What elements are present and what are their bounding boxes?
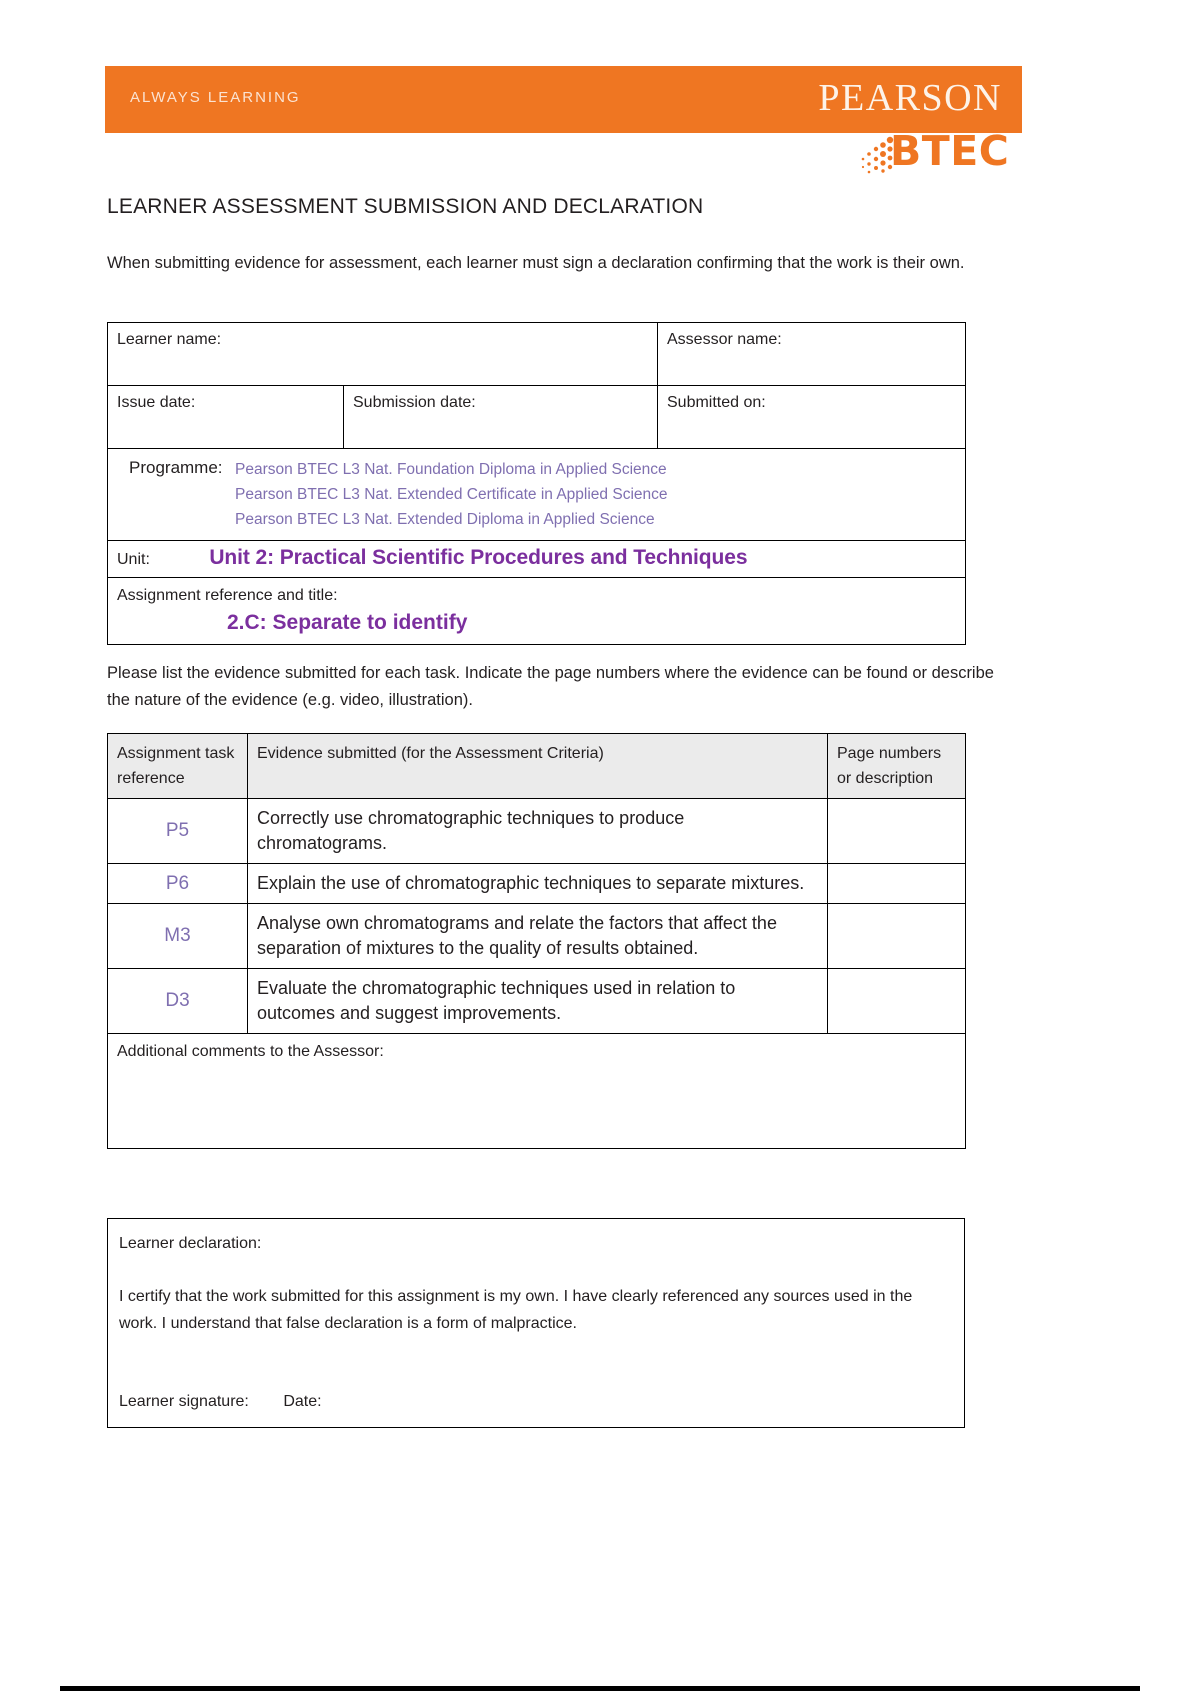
table-row (108, 449, 966, 541)
submission-date-label: Submission date: (353, 394, 476, 411)
table-row (108, 541, 966, 578)
task-reference: D3 (108, 969, 248, 1034)
evidence-instruction-paragraph: Please list the evidence submitted for each task. Indicate the page numbers where the evidence can be found or describe the nature of the evidence (e.g. video, illustration). (107, 664, 994, 709)
declaration-cell (108, 1219, 965, 1428)
assessment-criteria: Analyse own chromatograms and relate the factors that affect the separation of mixtures to the quality of results obtained. (248, 904, 828, 969)
assessor-name-label: Assessor name: (667, 331, 782, 348)
learner-name-label: Learner name: (117, 331, 222, 348)
table-row (108, 1219, 965, 1428)
table-row (108, 1034, 966, 1149)
declaration-body: I certify that the work submitted for this assignment is my own. I have clearly referenced any sources used in the work. I understand that false declaration is a form of malpractice. (119, 1288, 913, 1332)
assessor-name-cell[interactable] (658, 323, 966, 386)
column-header-task-reference: Assignment task reference (108, 734, 248, 799)
submission-date-cell[interactable] (344, 386, 658, 449)
assignment-label: Assignment reference and title: (117, 587, 338, 604)
btec-wordmark: BTEC (890, 127, 1010, 175)
programme-cell (108, 449, 966, 541)
assignment-cell (108, 578, 966, 645)
issue-date-cell[interactable] (108, 386, 344, 449)
declaration-heading: Learner declaration: (119, 1235, 262, 1252)
table-row (108, 386, 966, 449)
programme-option: Pearson BTEC L3 Nat. Foundation Diploma in Applied Science (234, 461, 667, 478)
always-learning-tagline: ALWAYS LEARNING (130, 89, 301, 106)
learner-signature-label: Learner signature: (119, 1393, 249, 1410)
programme-option: Pearson BTEC L3 Nat. Extended Diploma in Applied Science (234, 511, 655, 528)
column-header-pages: Page numbers or description (828, 734, 966, 799)
footer-rule (60, 1686, 1140, 1691)
table-row (108, 969, 966, 1034)
page-numbers-cell[interactable] (828, 864, 966, 904)
submitted-on-label: Submitted on: (667, 394, 766, 411)
unit-title: Unit 2: Practical Scientific Procedures and Techniques (209, 546, 748, 569)
learner-declaration-table (107, 1218, 965, 1428)
unit-label: Unit: (117, 551, 150, 568)
signature-row (119, 1391, 953, 1413)
page-title: LEARNER ASSESSMENT SUBMISSION AND DECLARATION (107, 195, 704, 218)
submitted-on-cell[interactable] (658, 386, 966, 449)
issue-date-label: Issue date: (117, 394, 196, 411)
table-row (108, 799, 966, 864)
task-reference: M3 (108, 904, 248, 969)
column-header-evidence: Evidence submitted (for the Assessment Criteria) (248, 734, 828, 799)
btec-logo (860, 127, 1022, 176)
page-numbers-cell[interactable] (828, 969, 966, 1034)
learner-details-table (107, 322, 966, 645)
programme-option: Pearson BTEC L3 Nat. Extended Certificate in Applied Science (234, 486, 668, 503)
task-reference: P5 (108, 799, 248, 864)
programme-list (227, 457, 668, 532)
table-row (108, 904, 966, 969)
assessment-criteria: Evaluate the chromatographic techniques used in relation to outcomes and suggest improvements. (248, 969, 828, 1034)
pearson-wordmark: PEARSON (818, 77, 1002, 119)
table-row (108, 864, 966, 904)
assessment-criteria: Explain the use of chromatographic techniques to separate mixtures. (248, 864, 828, 904)
intro-paragraph: When submitting evidence for assessment, each learner must sign a declaration confirming that the work is their own. (107, 254, 965, 272)
date-label: Date: (283, 1393, 322, 1410)
unit-cell (108, 541, 966, 578)
evidence-submitted-table (107, 733, 966, 1149)
table-row (108, 323, 966, 386)
page-numbers-cell[interactable] (828, 904, 966, 969)
task-reference: P6 (108, 864, 248, 904)
table-row (108, 578, 966, 645)
learner-name-cell[interactable] (108, 323, 658, 386)
pearson-banner (105, 66, 1022, 133)
additional-comments-cell[interactable] (108, 1034, 966, 1149)
page-numbers-cell[interactable] (828, 799, 966, 864)
programme-label: Programme: (129, 458, 223, 477)
table-header-row (108, 734, 966, 799)
assessment-criteria: Correctly use chromatographic techniques to produce chromatograms. (248, 799, 828, 864)
additional-comments-label: Additional comments to the Assessor: (117, 1043, 384, 1060)
assignment-title: 2.C: Separate to identify (227, 611, 468, 634)
